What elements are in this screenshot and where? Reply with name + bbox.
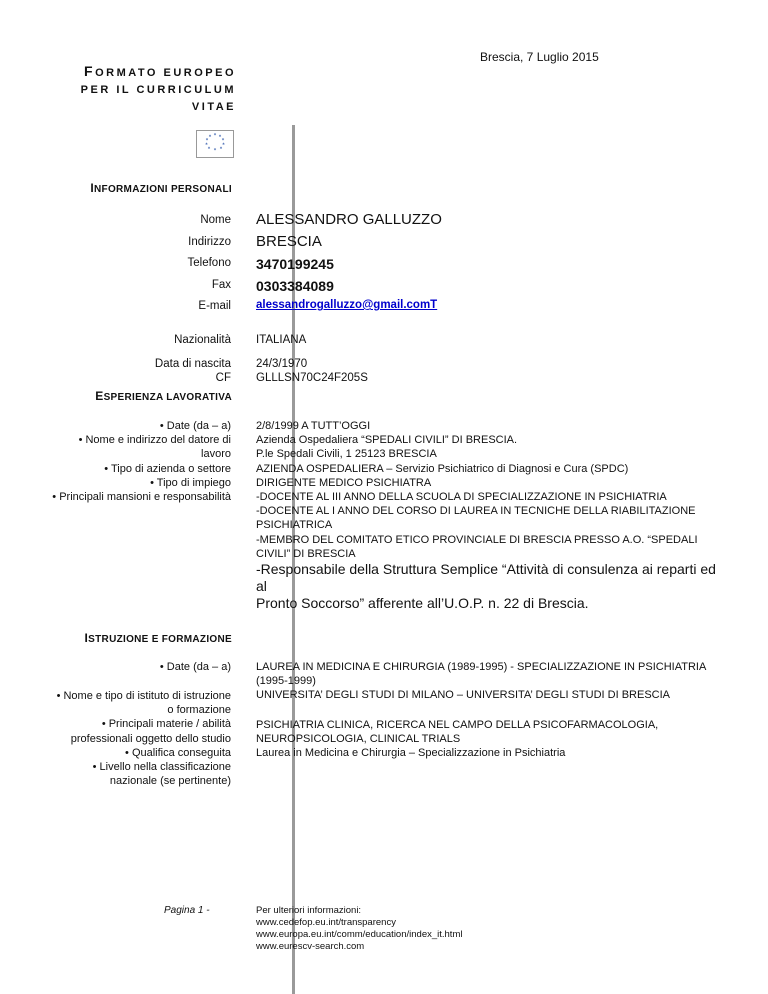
label-duties: • Principali mansioni e responsabilità — [52, 491, 231, 504]
label-level: • Livello nella classificazione — [92, 761, 231, 774]
experience-line: 2/8/1999 A TUTT’OGGI — [256, 420, 371, 432]
value-data-nascita: 24/3/1970 — [256, 358, 308, 370]
value-indirizzo: BRESCIA — [256, 233, 322, 250]
section-heading-education: ISTRUZIONE E FORMAZIONE — [84, 631, 232, 645]
page-number: Pagina 1 - — [164, 905, 210, 916]
footer-info-title: Per ulteriori informazioni: — [256, 905, 362, 916]
label-subjects: • Principali materie / abilità — [101, 718, 231, 731]
title-line-1: ORMATO EUROPEO — [95, 67, 236, 79]
value-fax: 0303384089 — [256, 278, 334, 294]
label-nome: Nome — [200, 214, 231, 226]
label-date: • Date (da – a) — [159, 420, 231, 432]
title-line-3: VITAE — [191, 101, 236, 113]
education-line: (1995-1999) — [256, 675, 316, 688]
email-link[interactable]: alessandrogalluzzo@gmail.comT — [256, 299, 438, 311]
education-line: PSICHIATRIA CLINICA, RICERCA NEL CAMPO DELLA PSICOFARMACOLOGIA, — [256, 719, 659, 731]
experience-labels — [40, 419, 231, 504]
label-fax: Fax — [211, 279, 231, 291]
experience-line: P.le Spedali Civili, 1 25123 BRESCIA — [256, 448, 437, 461]
footer-link[interactable]: www.eurescv-search.com — [256, 941, 365, 952]
value-nome: ALESSANDRO GALLUZZO — [256, 211, 442, 228]
title-line-2: PER IL CURRICULUM — [80, 84, 236, 96]
svg-text:*: * — [207, 146, 211, 153]
experience-line: -DOCENTE AL III ANNO DELLA SCUOLA DI SPECIALIZZAZIONE IN PSICHIATRIA — [256, 491, 667, 504]
svg-text:*: * — [205, 142, 208, 149]
experience-highlight: Pronto Soccorso” afferente all’U.O.P. n. 22 di Brescia. — [256, 595, 589, 612]
label-indirizzo: Indirizzo — [188, 236, 231, 248]
cv-format-title — [40, 63, 236, 116]
section-heading-experience: ESPERIENZA LAVORATIVA — [95, 389, 232, 403]
label-subjects-cont: professionali oggetto dello studio — [70, 732, 231, 745]
svg-text:*: * — [213, 133, 217, 139]
education-subjects — [256, 718, 716, 761]
value-cf: GLLLSN70C24F205S — [256, 372, 368, 384]
experience-line: Azienda Ospedaliera “SPEDALI CIVILI” DI BRESCIA. — [256, 434, 518, 447]
education-labels — [40, 689, 231, 788]
experience-line: CIVILI” DI BRESCIA — [256, 547, 356, 560]
experience-line: DIRIGENTE MEDICO PSICHIATRA — [256, 476, 432, 489]
label-edu-date: • Date (da – a) — [159, 661, 231, 673]
eu-flag-logo — [196, 130, 234, 158]
education-line: NEUROPSICOLOGIA, CLINICAL TRIALS — [256, 733, 461, 746]
section-heading-personal: INFORMAZIONI PERSONALI — [90, 181, 232, 195]
svg-text:*: * — [222, 142, 225, 149]
svg-text:*: * — [208, 134, 212, 141]
experience-line: PSICHIATRICA — [256, 519, 333, 532]
experience-highlight: -Responsabile della Struttura Semplice “Attività di consulenza ai reparti ed al — [256, 561, 716, 595]
value-telefono: 3470199245 — [256, 256, 334, 272]
svg-text:*: * — [213, 148, 217, 154]
value-nazionalita: ITALIANA — [256, 334, 307, 346]
svg-text:*: * — [219, 146, 223, 153]
experience-line: -DOCENTE AL I ANNO DEL CORSO DI LAUREA IN TECNICHE DELLA RIABILITAZIONE — [256, 505, 696, 518]
experience-line: -MEMBRO DEL COMITATO ETICO PROVINCIALE DI BRESCIA PRESSO A.O. “SPEDALI — [256, 533, 698, 546]
label-institute: • Nome e tipo di istituto di istruzione — [56, 690, 231, 702]
label-employer: • Nome e indirizzo del datore di — [78, 434, 231, 447]
label-data-nascita: Data di nascita — [154, 358, 231, 370]
education-line: Laurea in Medicina e Chirurgia – Specializzazione in Psichiatria — [256, 747, 566, 760]
education-line: LAUREA IN MEDICINA E CHIRURGIA (1989-1995) - SPECIALIZZAZIONE IN PSICHIATRIA — [256, 661, 707, 673]
education-line: UNIVERSITA’ DEGLI STUDI DI MILANO – UNIVERSITA’ DEGLI STUDI DI BRESCIA — [256, 689, 670, 702]
label-company-type: • Tipo di azienda o settore — [104, 462, 231, 475]
footer-link[interactable]: www.europa.eu.int/comm/education/index_it.html — [256, 929, 463, 940]
label-cf: CF — [215, 372, 231, 384]
experience-line: AZIENDA OSPEDALIERA – Servizio Psichiatrico di Diagnosi e Cura (SPDC) — [256, 462, 629, 475]
experience-details — [256, 419, 716, 612]
footer-info — [256, 905, 462, 953]
label-institute-cont: o formazione — [167, 704, 231, 717]
svg-text:*: * — [205, 138, 209, 144]
label-nazionalita: Nazionalità — [174, 334, 231, 346]
document-date: Brescia, 7 Luglio 2015 — [480, 50, 599, 64]
label-qualification: • Qualifica conseguita — [125, 746, 231, 759]
label-level-cont: nazionale (se pertinente) — [109, 775, 231, 788]
label-job-type: • Tipo di impiego — [150, 476, 231, 489]
education-dates — [256, 660, 716, 703]
label-employer-cont: lavoro — [201, 448, 231, 461]
title-initial: F — [84, 63, 96, 79]
footer-link[interactable]: www.cedefop.eu.int/transparency — [256, 917, 396, 928]
label-telefono: Telefono — [187, 257, 231, 269]
svg-text:*: * — [221, 138, 225, 144]
svg-text:*: * — [218, 134, 222, 141]
label-email: E-mail — [198, 300, 231, 312]
